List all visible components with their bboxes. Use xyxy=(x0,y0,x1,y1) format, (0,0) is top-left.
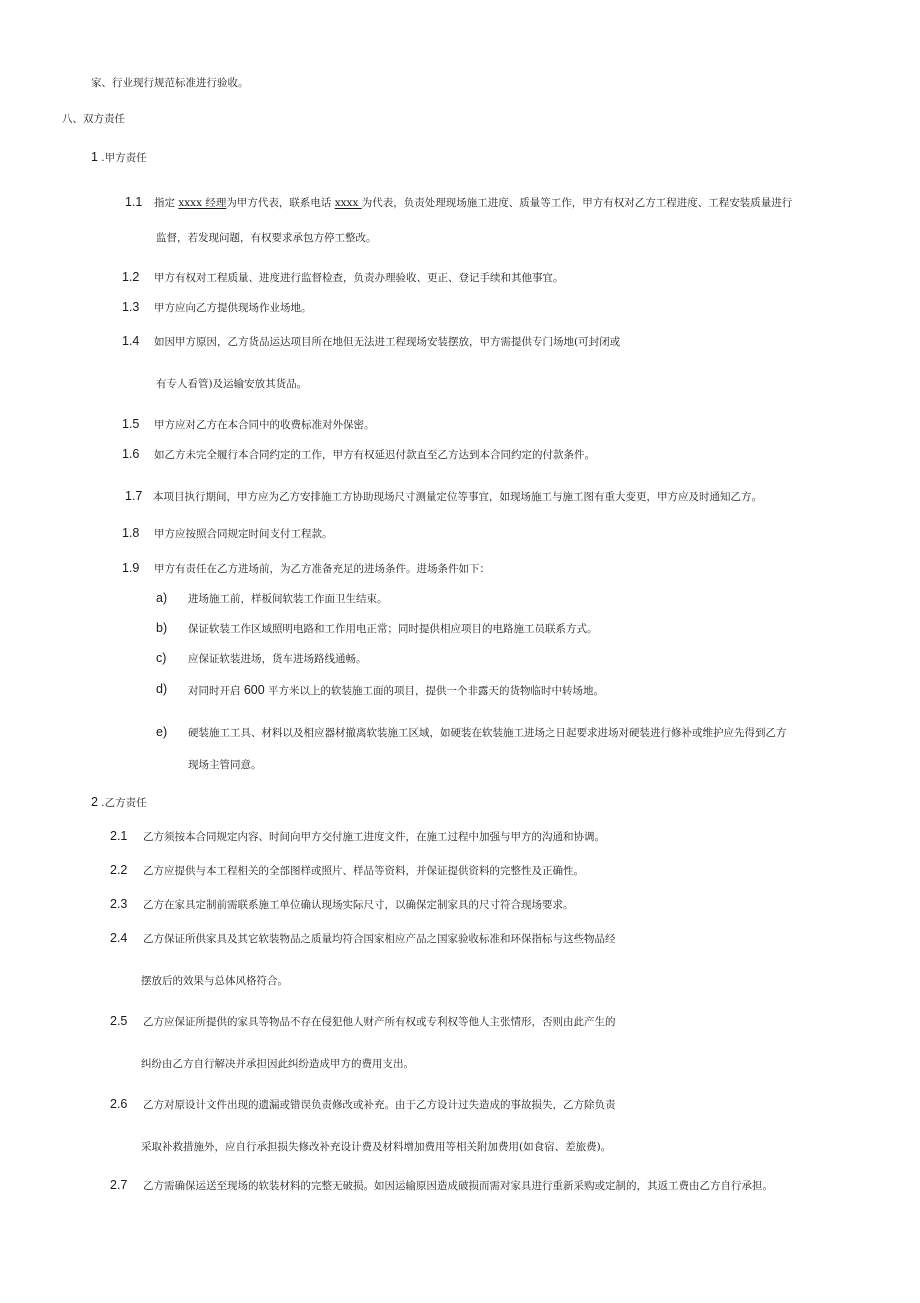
item-number: 2.4 xyxy=(110,931,128,945)
part-b-heading xyxy=(91,795,147,810)
item-text: 乙方应保证所提供的家具等物品不存在侵犯他人财产所有权或专利权等他人主张情形，否则由此产生的 xyxy=(143,1016,616,1028)
item-number: 2.2 xyxy=(110,863,128,877)
item-number: 1.3 xyxy=(122,300,140,314)
part-a-heading xyxy=(91,150,147,165)
item-text xyxy=(154,196,792,210)
continuation-text: 家、行业现行规范标准进行验收。 xyxy=(91,77,249,89)
condition-text: 进场施工前，样板间软装工作面卫生结束。 xyxy=(188,593,388,605)
part-b-number: 2 xyxy=(91,795,98,809)
item-number: 2.3 xyxy=(110,897,128,911)
section-heading: 八、双方责任 xyxy=(62,113,125,125)
item-number: 1.9 xyxy=(122,561,140,575)
item-text: 乙方保证所供家具及其它软装物品之质量均符合国家相应产品之国家验收标准和环保指标与这些物品经 xyxy=(143,933,616,945)
item-number: 2.1 xyxy=(110,829,128,843)
item-continuation: 纠纷由乙方自行解决并承担因此纠纷造成甲方的费用支出。 xyxy=(141,1058,414,1070)
item-number: 2.6 xyxy=(110,1097,128,1111)
item-continuation: 有专人看管)及运输安放其货品。 xyxy=(156,378,308,390)
condition-text xyxy=(188,683,604,698)
condition-label: c) xyxy=(156,651,167,665)
item-continuation: 采取补救措施外，应自行承担损失修改补充设计费及材料增加费用等相关附加费用(如食宿、差旅费)。 xyxy=(141,1141,612,1153)
manager-field: xxxx 经理 xyxy=(178,197,227,209)
condition-label: e) xyxy=(156,725,168,739)
item-text: 乙方对原设计文件出现的遗漏或错误负责修改或补充。由于乙方设计过失造成的事故损失，乙方除负责 xyxy=(143,1099,616,1111)
phone-field: xxxx xyxy=(334,197,362,209)
item-number: 1.5 xyxy=(122,417,140,431)
item-number: 2.7 xyxy=(110,1178,128,1192)
item-text: 乙方在家具定制前需联系施工单位确认现场实际尺寸，以确保定制家具的尺寸符合现场要求。 xyxy=(143,899,574,911)
item-continuation: 摆放后的效果与总体风格符合。 xyxy=(141,975,288,987)
item-text: 甲方应按照合同规定时间支付工程款。 xyxy=(154,528,333,540)
condition-text-prefix: 对同时开启 xyxy=(188,685,244,697)
part-a-number: 1 xyxy=(91,150,98,164)
item-number: 1.1 xyxy=(125,195,143,209)
condition-label: d) xyxy=(156,682,168,696)
item-text: 乙方应提供与本工程相关的全部图样或照片、样品等资料，并保证提供资料的完整性及正确性。 xyxy=(143,865,584,877)
condition-label: a) xyxy=(156,591,168,605)
condition-text-suffix: 平方米以上的软装施工面的项目，提供一个非露天的货物临时中转场地。 xyxy=(264,685,605,697)
item-text: 如因甲方原因，乙方货品运达项目所在地但无法进工程现场安装摆放，甲方需提供专门场地(可封闭或 xyxy=(154,336,621,348)
item-continuation: 监督，若发现问题，有权要求承包方停工整改。 xyxy=(156,232,377,244)
item-text: 乙方须按本合同规定内容、时间向甲方交付施工进度文件，在施工过程中加强与甲方的沟通和协调。 xyxy=(143,831,605,843)
item-text-prefix: 指定 xyxy=(154,197,179,209)
item-text: 甲方有责任在乙方进场前，为乙方准备充足的进场条件。进场条件如下： xyxy=(154,563,490,575)
item-number: 1.7 xyxy=(125,489,143,503)
item-text: 甲方有权对工程质量、进度进行监督检查，负责办理验收、更正、登记手续和其他事宜。 xyxy=(154,272,564,284)
item-number: 1.2 xyxy=(122,270,140,284)
item-text-suffix: 为代表，负责处理现场施工进度、质量等工作，甲方有权对乙方工程进度、工程安装质量进行 xyxy=(361,197,793,209)
item-text-mid: 为甲方代表，联系电话 xyxy=(226,197,335,209)
item-number: 1.8 xyxy=(122,526,140,540)
item-number: 1.4 xyxy=(122,334,140,348)
item-number: 2.5 xyxy=(110,1014,128,1028)
item-text: 乙方需确保运送至现场的软装材料的完整无破损。如因运输原因造成破损而需对家具进行重新采购或定制的，其返工费由乙方自行承担。 xyxy=(143,1180,773,1192)
item-text: 如乙方未完全履行本合同约定的工作，甲方有权延迟付款直至乙方达到本合同约定的付款条件。 xyxy=(154,449,595,461)
item-number: 1.6 xyxy=(122,447,140,461)
part-a-title: .甲方责任 xyxy=(97,152,147,164)
item-text: 本项目执行期间，甲方应为乙方安排施工方协助现场尺寸测量定位等事宜，如现场施工与施工图有重大变更，甲方应及时通知乙方。 xyxy=(153,491,762,503)
part-b-title: .乙方责任 xyxy=(97,797,147,809)
condition-label: b) xyxy=(156,621,168,635)
condition-text: 应保证软装进场，货车进场路线通畅。 xyxy=(188,653,367,665)
condition-text: 硬装施工工具、材料以及相应器材撤离软装施工区域，如硬装在软装施工进场之日起要求进场对硬装进行修补或维护应先得到乙方 xyxy=(188,727,787,739)
area-value: 600 xyxy=(243,683,265,697)
condition-text: 保证软装工作区域照明电路和工作用电正常；同时提供相应项目的电路施工员联系方式。 xyxy=(188,623,598,635)
condition-continuation: 现场主管同意。 xyxy=(188,759,262,771)
item-text: 甲方应对乙方在本合同中的收费标准对外保密。 xyxy=(154,419,375,431)
item-text: 甲方应向乙方提供现场作业场地。 xyxy=(154,302,312,314)
